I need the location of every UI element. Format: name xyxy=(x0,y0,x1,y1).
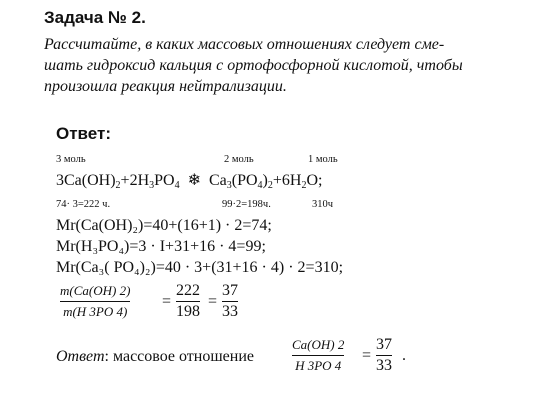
value-fraction: 222 198 xyxy=(176,282,200,320)
equals-sign: = xyxy=(208,293,218,310)
task-line: произошла реакция нейтрализации. xyxy=(44,78,287,95)
fraction-bar xyxy=(60,301,130,302)
final-value-fraction: 37 33 xyxy=(376,336,392,374)
answer-heading: Ответ: xyxy=(56,124,111,143)
task-statement xyxy=(44,34,514,97)
final-ratio-fraction: Ca(OH) 2 H 3PO 4 xyxy=(292,337,345,373)
final-answer-text: Ответ: массовое отношение xyxy=(56,348,254,365)
final-period: . xyxy=(402,347,406,364)
fraction-denominator: m(H 3PO 4) xyxy=(63,304,128,319)
moles-label-caoh2: 3 моль xyxy=(56,154,86,165)
moles-label-h3po4: 2 моль xyxy=(224,154,254,165)
fraction-numerator: m(Ca(OH) 2) xyxy=(60,283,131,298)
mass-label-h3po4: 99·2=198ч. xyxy=(222,199,271,210)
equals-sign: = xyxy=(162,293,172,310)
task-title: Задача № 2. xyxy=(44,8,146,27)
reaction-equation: $3Ca(OH)_2+2H_3PO_4$ ❄ $Ca_3(PO_4)_2+6H_2O$; xyxy=(56,172,323,191)
reaction-arrow-icon: ❄ xyxy=(187,172,201,189)
mass-label-caoh2: 74· 3=222 ч. xyxy=(56,199,111,210)
mass-label-product: 310ч xyxy=(312,199,334,210)
task-line: шать гидроксид кальция с ортофосфорной кислотой, чтобы xyxy=(44,57,463,74)
value-fraction: 37 33 xyxy=(222,282,238,320)
task-line: Рассчитайте, в каких массовых отношениях следует сме- xyxy=(44,36,445,53)
mr-line: Mr(H₃PO₄)=3 · I+31+16 · 4=99; xyxy=(56,238,266,255)
equals-sign: = xyxy=(362,347,372,364)
mass-ratio-fraction xyxy=(60,282,130,321)
final-answer-label: Ответ xyxy=(56,348,105,365)
mr-line: Mr(Ca₃( PO₄)₂)=40 · 3+(31+16 · 4) · 2=310; xyxy=(56,259,344,276)
moles-label-product: 1 моль xyxy=(308,154,338,165)
mr-line: Mr(Ca(OH)₂)=40+(16+1) · 2=74; xyxy=(56,217,272,234)
